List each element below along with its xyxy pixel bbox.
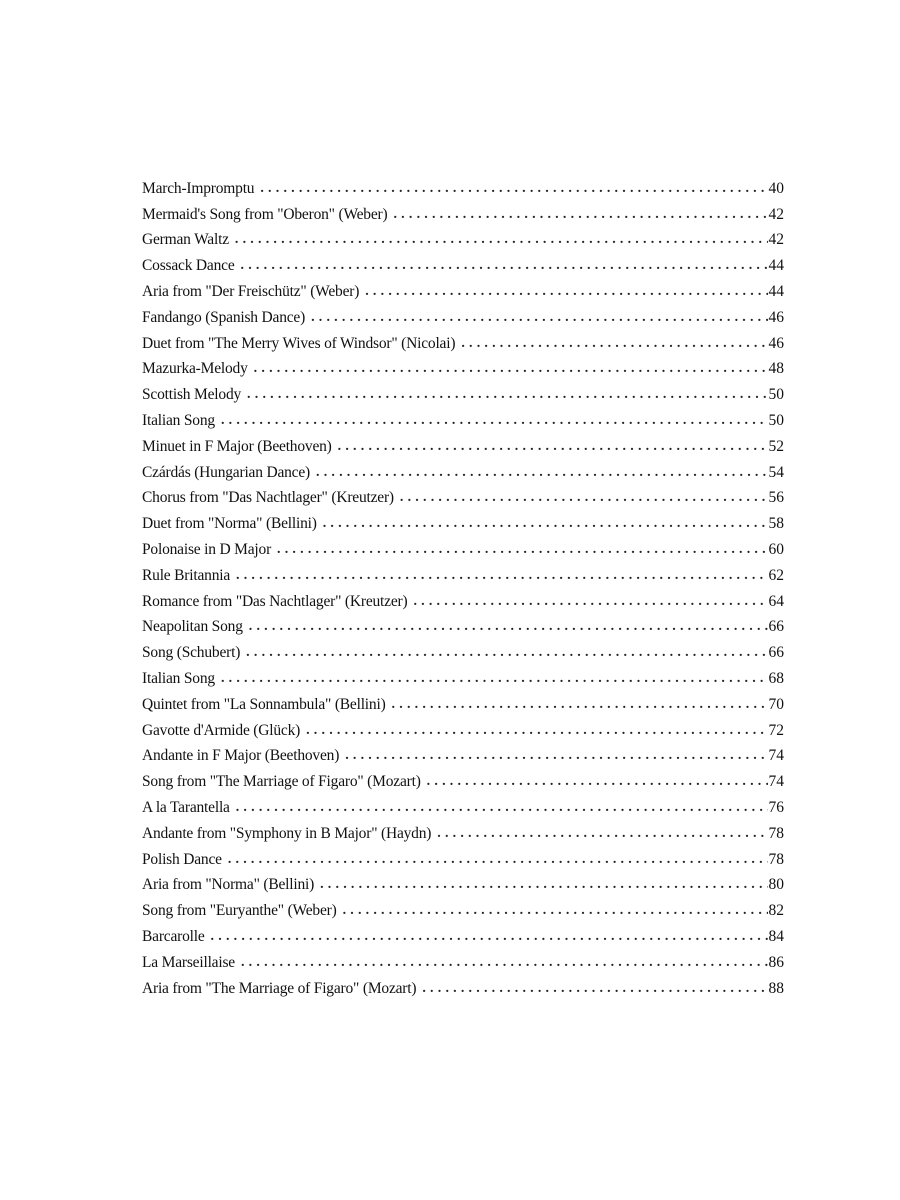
toc-entry <box>142 972 784 998</box>
toc-dot-leader <box>235 231 768 249</box>
toc-entry-title: Song from "The Marriage of Figaro" (Mozart) <box>142 773 421 791</box>
toc-dot-leader <box>413 593 767 611</box>
toc-entry <box>142 869 784 895</box>
toc-entry-title: Mermaid's Song from "Oberon" (Weber) <box>142 205 388 223</box>
toc-entry-page-number: 64 <box>768 592 784 610</box>
toc-entry <box>142 817 784 843</box>
toc-entry <box>142 946 784 972</box>
toc-dot-leader <box>392 696 768 714</box>
toc-dot-leader <box>246 644 767 662</box>
toc-dot-leader <box>311 309 767 327</box>
toc-entry-page-number: 78 <box>768 824 784 842</box>
toc-entry-title: Song (Schubert) <box>142 644 241 662</box>
toc-entry-title: Chorus from "Das Nachtlager" (Kreutzer) <box>142 489 394 507</box>
toc-entry-page-number: 44 <box>768 282 784 300</box>
toc-entry <box>142 920 784 946</box>
toc-dot-leader <box>277 541 767 559</box>
toc-entry-title: Quintet from "La Sonnambula" (Bellini) <box>142 695 386 713</box>
toc-entry-page-number: 84 <box>768 927 784 945</box>
toc-dot-leader <box>247 386 767 404</box>
toc-entry-page-number: 68 <box>768 669 784 687</box>
table-of-contents <box>142 172 784 998</box>
toc-entry-title: Aria from "The Marriage of Figaro" (Mozart) <box>142 979 417 997</box>
toc-entry-title: La Marseillaise <box>142 953 235 971</box>
toc-dot-leader <box>343 902 768 920</box>
toc-entry-page-number: 66 <box>768 618 784 636</box>
toc-entry-title: Andante in F Major (Beethoven) <box>142 747 340 765</box>
toc-dot-leader <box>236 567 767 585</box>
toc-entry-page-number: 74 <box>768 773 784 791</box>
toc-dot-leader <box>221 670 768 688</box>
toc-entry <box>142 327 784 353</box>
toc-entry-title: Andante from "Symphony in B Major" (Haydn) <box>142 824 432 842</box>
toc-entry <box>142 275 784 301</box>
toc-entry-page-number: 74 <box>768 747 784 765</box>
toc-entry-title: Barcarolle <box>142 927 205 945</box>
toc-entry <box>142 353 784 379</box>
toc-entry <box>142 482 784 508</box>
toc-entry <box>142 765 784 791</box>
toc-entry-page-number: 42 <box>768 231 784 249</box>
toc-entry <box>142 740 784 766</box>
toc-entry-page-number: 66 <box>768 644 784 662</box>
toc-dot-leader <box>241 954 768 972</box>
toc-dot-leader <box>241 257 768 275</box>
toc-entry-page-number: 80 <box>768 876 784 894</box>
toc-entry-title: A la Tarantella <box>142 798 230 816</box>
toc-entry-title: Duet from "The Merry Wives of Windsor" (Nicolai) <box>142 334 456 352</box>
toc-entry-page-number: 72 <box>768 721 784 739</box>
toc-entry-title: Czárdás (Hungarian Dance) <box>142 463 310 481</box>
toc-dot-leader <box>400 489 768 507</box>
toc-dot-leader <box>306 722 767 740</box>
toc-entry <box>142 507 784 533</box>
toc-entry-title: Minuet in F Major (Beethoven) <box>142 437 332 455</box>
toc-entry-title: Fandango (Spanish Dance) <box>142 308 306 326</box>
toc-entry-page-number: 82 <box>768 902 784 920</box>
toc-dot-leader <box>345 747 767 765</box>
toc-entry-title: Song from "Euryanthe" (Weber) <box>142 902 337 920</box>
toc-dot-leader <box>461 335 767 353</box>
toc-entry <box>142 456 784 482</box>
toc-entry-page-number: 44 <box>768 257 784 275</box>
toc-entry-page-number: 62 <box>768 566 784 584</box>
toc-entry <box>142 404 784 430</box>
toc-entry-page-number: 48 <box>768 360 784 378</box>
toc-entry-title: Italian Song <box>142 669 215 687</box>
toc-entry-page-number: 40 <box>768 179 784 197</box>
toc-dot-leader <box>320 876 767 894</box>
toc-entry <box>142 662 784 688</box>
toc-entry-title: Gavotte d'Armide (Glück) <box>142 721 301 739</box>
toc-entry-page-number: 54 <box>768 463 784 481</box>
toc-dot-leader <box>254 360 768 378</box>
toc-entry-title: Polish Dance <box>142 850 222 868</box>
toc-dot-leader <box>316 464 768 482</box>
toc-entry-page-number: 42 <box>768 205 784 223</box>
toc-entry-page-number: 60 <box>768 540 784 558</box>
toc-dot-leader <box>437 825 767 843</box>
toc-entry-title: German Waltz <box>142 231 229 249</box>
toc-entry <box>142 224 784 250</box>
toc-entry-page-number: 78 <box>768 850 784 868</box>
toc-dot-leader <box>338 438 768 456</box>
toc-dot-leader <box>323 515 768 533</box>
toc-entry-title: Neapolitan Song <box>142 618 243 636</box>
toc-entry-page-number: 50 <box>768 386 784 404</box>
toc-dot-leader <box>236 799 768 817</box>
toc-entry <box>142 172 784 198</box>
toc-entry <box>142 585 784 611</box>
toc-dot-leader <box>228 851 768 869</box>
toc-entry-page-number: 46 <box>768 334 784 352</box>
toc-entry-title: Polonaise in D Major <box>142 540 272 558</box>
toc-entry-page-number: 86 <box>768 953 784 971</box>
toc-entry <box>142 714 784 740</box>
toc-entry <box>142 430 784 456</box>
toc-dot-leader <box>249 618 768 636</box>
toc-entry-page-number: 56 <box>768 489 784 507</box>
toc-entry <box>142 559 784 585</box>
toc-entry-title: March-Impromptu <box>142 179 255 197</box>
toc-entry <box>142 198 784 224</box>
toc-entry-title: Rule Britannia <box>142 566 231 584</box>
toc-entry <box>142 636 784 662</box>
toc-entry-title: Cossack Dance <box>142 257 235 275</box>
toc-entry <box>142 843 784 869</box>
toc-entry-page-number: 76 <box>768 798 784 816</box>
toc-entry-title: Duet from "Norma" (Bellini) <box>142 515 317 533</box>
toc-entry-page-number: 88 <box>768 979 784 997</box>
toc-entry <box>142 791 784 817</box>
toc-entry <box>142 894 784 920</box>
toc-dot-leader <box>427 773 768 791</box>
toc-entry-title: Mazurka-Melody <box>142 360 248 378</box>
toc-entry <box>142 533 784 559</box>
toc-dot-leader <box>422 980 767 998</box>
toc-entry <box>142 301 784 327</box>
toc-entry-title: Italian Song <box>142 411 215 429</box>
toc-entry-title: Scottish Melody <box>142 386 242 404</box>
toc-entry-page-number: 46 <box>768 308 784 326</box>
toc-dot-leader <box>365 283 767 301</box>
toc-dot-leader <box>393 206 767 224</box>
toc-entry-page-number: 58 <box>768 515 784 533</box>
toc-entry-title: Aria from "Norma" (Bellini) <box>142 876 315 894</box>
toc-entry <box>142 249 784 275</box>
toc-dot-leader <box>211 928 768 946</box>
toc-entry-page-number: 70 <box>768 695 784 713</box>
toc-entry <box>142 378 784 404</box>
toc-entry-title: Aria from "Der Freischütz" (Weber) <box>142 282 360 300</box>
toc-entry <box>142 688 784 714</box>
toc-dot-leader <box>221 412 768 430</box>
toc-dot-leader <box>260 180 767 198</box>
toc-entry-page-number: 50 <box>768 411 784 429</box>
toc-entry-page-number: 52 <box>768 437 784 455</box>
toc-entry-title: Romance from "Das Nachtlager" (Kreutzer) <box>142 592 408 610</box>
toc-entry <box>142 611 784 637</box>
